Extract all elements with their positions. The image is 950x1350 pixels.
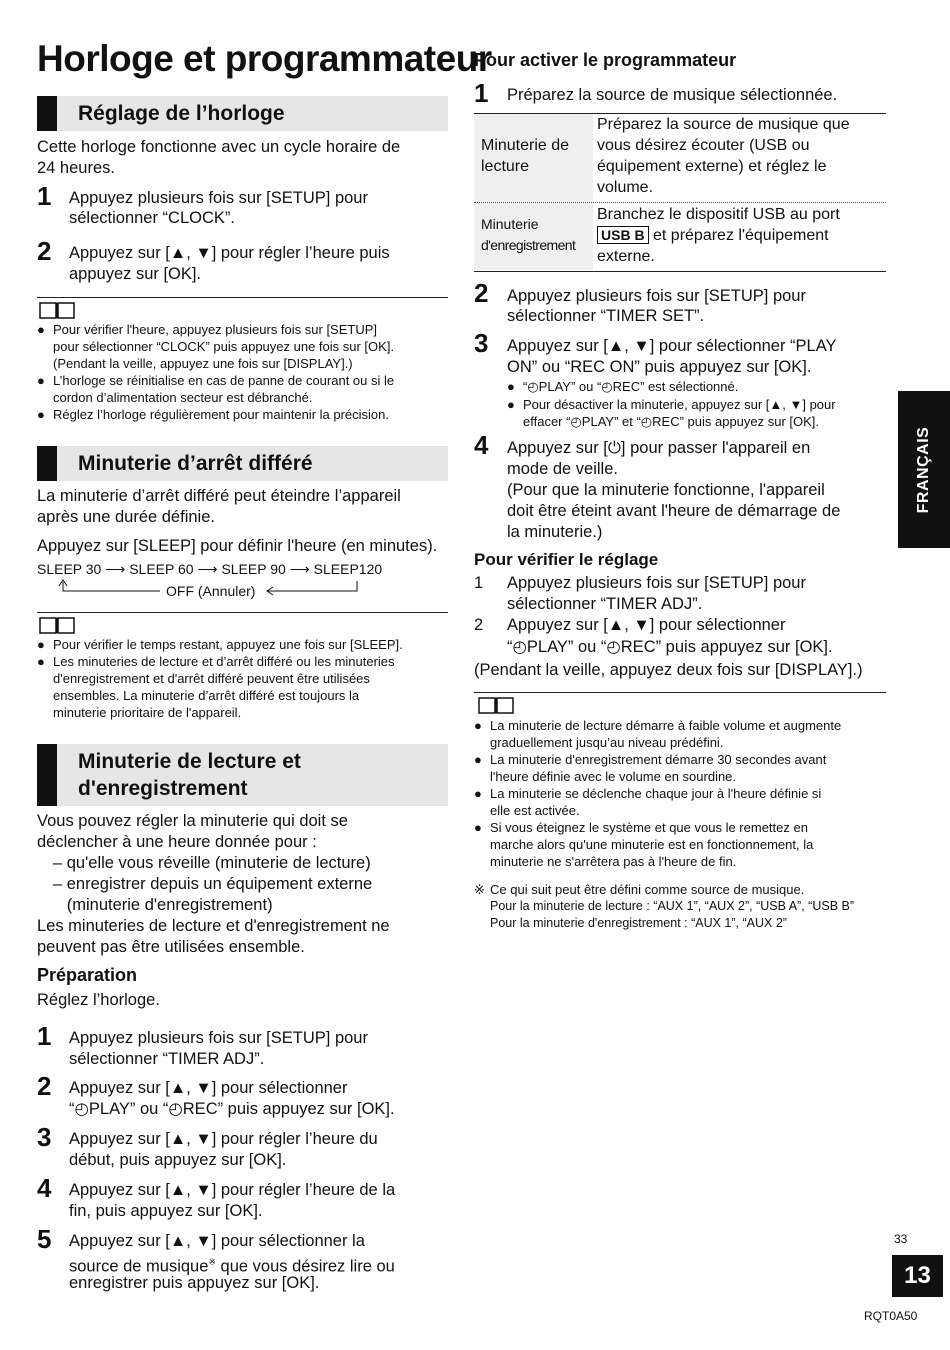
clock-intro-line1: Cette horloge fonctionne avec un cycle horaire de xyxy=(37,138,401,156)
bullet-icon: ● xyxy=(507,397,515,412)
table-cell: Branchez le dispositif USB au port xyxy=(597,206,840,223)
step-text: Appuyez sur [▲, ▼] pour régler l’heure de la xyxy=(69,1181,396,1199)
divider xyxy=(37,297,448,298)
step-text: sélectionner “TIMER SET”. xyxy=(507,307,705,325)
step-text: enregistrer puis appuyez sur [OK]. xyxy=(69,1274,320,1292)
language-tab: FRANÇAIS xyxy=(898,391,950,548)
sleep-instruction: Appuyez sur [SLEEP] pour définir l'heure (en minutes). xyxy=(37,537,438,555)
sleep-sequence: SLEEP 30 ⟶ SLEEP 60 ⟶ SLEEP 90 ⟶ SLEEP120 xyxy=(37,561,383,577)
page-number-small: 33 xyxy=(894,1232,908,1246)
footnote-text: Ce qui suit peut être défini comme source de musique. xyxy=(490,882,805,897)
note-text: d'enregistrement et d'arrêt différé peuvent être utilisées xyxy=(53,671,370,686)
footnote-text: Pour la minuterie de lecture : “AUX 1”, “AUX 2”, “USB A”, “USB B” xyxy=(490,899,855,913)
bullet-icon: ● xyxy=(474,786,482,801)
step-text: sélectionner “TIMER ADJ”. xyxy=(69,1050,265,1068)
timer-intro: peuvent pas être utilisées ensemble. xyxy=(37,938,305,956)
sleep-intro-line2: après une durée définie. xyxy=(37,508,215,526)
preparation-text: Réglez l’horloge. xyxy=(37,991,160,1009)
step-text: Appuyez plusieurs fois sur [SETUP] pour xyxy=(507,574,806,592)
table-cell: externe. xyxy=(597,248,655,265)
step-text: “◴PLAY” ou “◴REC” puis appuyez sur [OK]. xyxy=(507,638,833,656)
step-number: 1 xyxy=(37,181,52,211)
step-number: 2 xyxy=(37,236,52,266)
verify-step-number: 1 xyxy=(474,574,484,592)
table-border xyxy=(474,271,886,272)
step-text: sélectionner “CLOCK”. xyxy=(69,209,235,227)
bullet-icon: ● xyxy=(37,322,45,337)
bullet-icon: ● xyxy=(474,820,482,835)
table-cell: Préparez la source de musique que xyxy=(597,116,850,133)
step-number: 1 xyxy=(474,78,489,108)
note-text: l'heure définie avec le volume en sourdine. xyxy=(490,769,737,784)
bullet-icon: ● xyxy=(37,654,45,669)
timer-intro: – qu'elle vous réveille (minuterie de lecture) xyxy=(53,854,371,872)
step-text: ON” ou “REC ON” puis appuyez sur [OK]. xyxy=(507,358,812,376)
divider xyxy=(474,692,886,693)
section-heading-clock: Réglage de l’horloge xyxy=(37,96,448,131)
step-text: sélectionner “TIMER ADJ”. xyxy=(507,595,703,613)
step-text: Appuyez sur [▲, ▼] pour régler l’heure puis xyxy=(69,244,390,262)
step-text: début, puis appuyez sur [OK]. xyxy=(69,1151,287,1169)
step-text: Appuyez plusieurs fois sur [SETUP] pour xyxy=(507,287,806,305)
bullet-icon: ● xyxy=(507,379,515,394)
book-icon xyxy=(478,697,514,714)
timer-intro: – enregistrer depuis un équipement externe xyxy=(53,875,373,893)
timer-intro: (minuterie d'enregistrement) xyxy=(53,896,273,914)
step-text: appuyez sur [OK]. xyxy=(69,265,202,283)
step-number: 2 xyxy=(474,278,489,308)
step-number: 3 xyxy=(37,1122,52,1152)
sleep-intro-line1: La minuterie d’arrêt différé peut éteindre l’appareil xyxy=(37,487,401,505)
timer-intro: déclencher à une heure donnée pour : xyxy=(37,833,317,851)
step-text: Appuyez sur [▲, ▼] pour régler l’heure du xyxy=(69,1130,378,1148)
step-text: fin, puis appuyez sur [OK]. xyxy=(69,1202,263,1220)
bullet-icon: ● xyxy=(37,637,45,652)
step-text: la minuterie.) xyxy=(507,523,603,541)
note-text: pour sélectionner “CLOCK” puis appuyez une fois sur [OK]. xyxy=(53,339,395,354)
note-text: minuterie prioritaire de l'appareil. xyxy=(53,705,242,720)
table-cell: équipement externe) et réglez le xyxy=(597,158,827,175)
note-text: effacer “◴PLAY” et “◴REC” puis appuyez sur [OK]. xyxy=(523,414,820,429)
bullet-icon: ● xyxy=(37,407,45,422)
step-text: Appuyez plusieurs fois sur [SETUP] pour xyxy=(69,189,368,207)
step-text: Appuyez sur [▲, ▼] pour sélectionner xyxy=(507,616,786,634)
table-cell: vous désirez écouter (USB ou xyxy=(597,137,810,154)
step-number: 5 xyxy=(37,1224,52,1254)
table-cell: USB B et préparez l'équipement xyxy=(597,225,829,246)
page-number-box: 13 xyxy=(892,1255,943,1297)
note-text: ensembles. La minuterie d’arrêt différé est toujours la xyxy=(53,688,360,703)
preparation-title: Préparation xyxy=(37,965,138,985)
footnote-mark: ※ xyxy=(474,882,485,897)
table-label: Minuterie xyxy=(481,216,539,232)
divider xyxy=(37,612,448,613)
sleep-off-label: OFF (Annuler) xyxy=(166,583,256,599)
note-text: cordon d’alimentation secteur est débranché. xyxy=(53,390,313,405)
table-label: Minuterie de xyxy=(481,137,570,154)
note-text: (Pendant la veille, appuyez une fois sur [DISPLAY].) xyxy=(53,356,353,371)
step-text: Appuyez sur [▲, ▼] pour sélectionner “PLAY xyxy=(507,337,837,355)
note-text: minuterie ne s'arrêtera pas à l'heure de fin. xyxy=(490,854,737,869)
section-heading-timer: Minuterie de lecture et d'enregistrement xyxy=(37,744,448,806)
table-cell: volume. xyxy=(597,179,654,196)
usb-b-port-label: USB B xyxy=(597,226,649,244)
document-code: RQT0A50 xyxy=(864,1309,918,1323)
note-text: graduellement jusqu’au niveau prédéfini. xyxy=(490,735,724,750)
step-text: source de musique※ que vous désirez lire ou xyxy=(69,1257,395,1276)
step-number: 3 xyxy=(474,328,489,358)
book-icon xyxy=(39,617,75,634)
step-text: “◴PLAY” ou “◴REC” puis appuyez sur [OK]. xyxy=(69,1100,395,1118)
footnote-text: Pour la minuterie d'enregistrement : “AUX 1”, “AUX 2” xyxy=(490,916,787,930)
step-text: Appuyez sur [▲, ▼] pour sélectionner xyxy=(69,1079,348,1097)
verify-tail: (Pendant la veille, appuyez deux fois sur [DISPLAY].) xyxy=(474,661,863,679)
step-number: 4 xyxy=(37,1173,52,1203)
verify-title: Pour vérifier le réglage xyxy=(474,550,659,569)
note-text: elle est activée. xyxy=(490,803,580,818)
activate-title: Pour activer le programmateur xyxy=(474,50,737,70)
bullet-icon: ● xyxy=(474,718,482,733)
step-text: Appuyez sur [▲, ▼] pour sélectionner la xyxy=(69,1232,365,1250)
footnote-mark: ※ xyxy=(208,1257,216,1267)
step-text: doit être éteint avant l'heure de démarrage de xyxy=(507,502,841,520)
step-number: 1 xyxy=(37,1021,52,1051)
step-text: Appuyez plusieurs fois sur [SETUP] pour xyxy=(69,1029,368,1047)
step-number: 2 xyxy=(37,1071,52,1101)
table-label: lecture xyxy=(481,158,530,175)
step-text: (Pour que la minuterie fonctionne, l'appareil xyxy=(507,481,825,499)
table-label: d'enregistrement xyxy=(481,237,576,253)
step-text: Préparez la source de musique sélectionnée. xyxy=(507,86,838,104)
bullet-icon: ● xyxy=(37,373,45,388)
timer-intro: Vous pouvez régler la minuterie qui doit se xyxy=(37,812,348,830)
step-text: mode de veille. xyxy=(507,460,618,478)
verify-step-number: 2 xyxy=(474,616,484,634)
clock-intro-line2: 24 heures. xyxy=(37,159,115,177)
timer-intro: Les minuteries de lecture et d'enregistrement ne xyxy=(37,917,390,935)
book-icon xyxy=(39,302,75,319)
bullet-icon: ● xyxy=(474,752,482,767)
step-text: Appuyez sur [⏻] pour passer l'appareil en xyxy=(507,439,811,457)
step-number: 4 xyxy=(474,430,489,460)
note-text: marche alors qu'une minuterie est en fonctionnement, la xyxy=(490,837,814,852)
page-title: Horloge et programmateur xyxy=(37,38,492,79)
section-heading-sleep: Minuterie d’arrêt différé xyxy=(37,446,448,481)
